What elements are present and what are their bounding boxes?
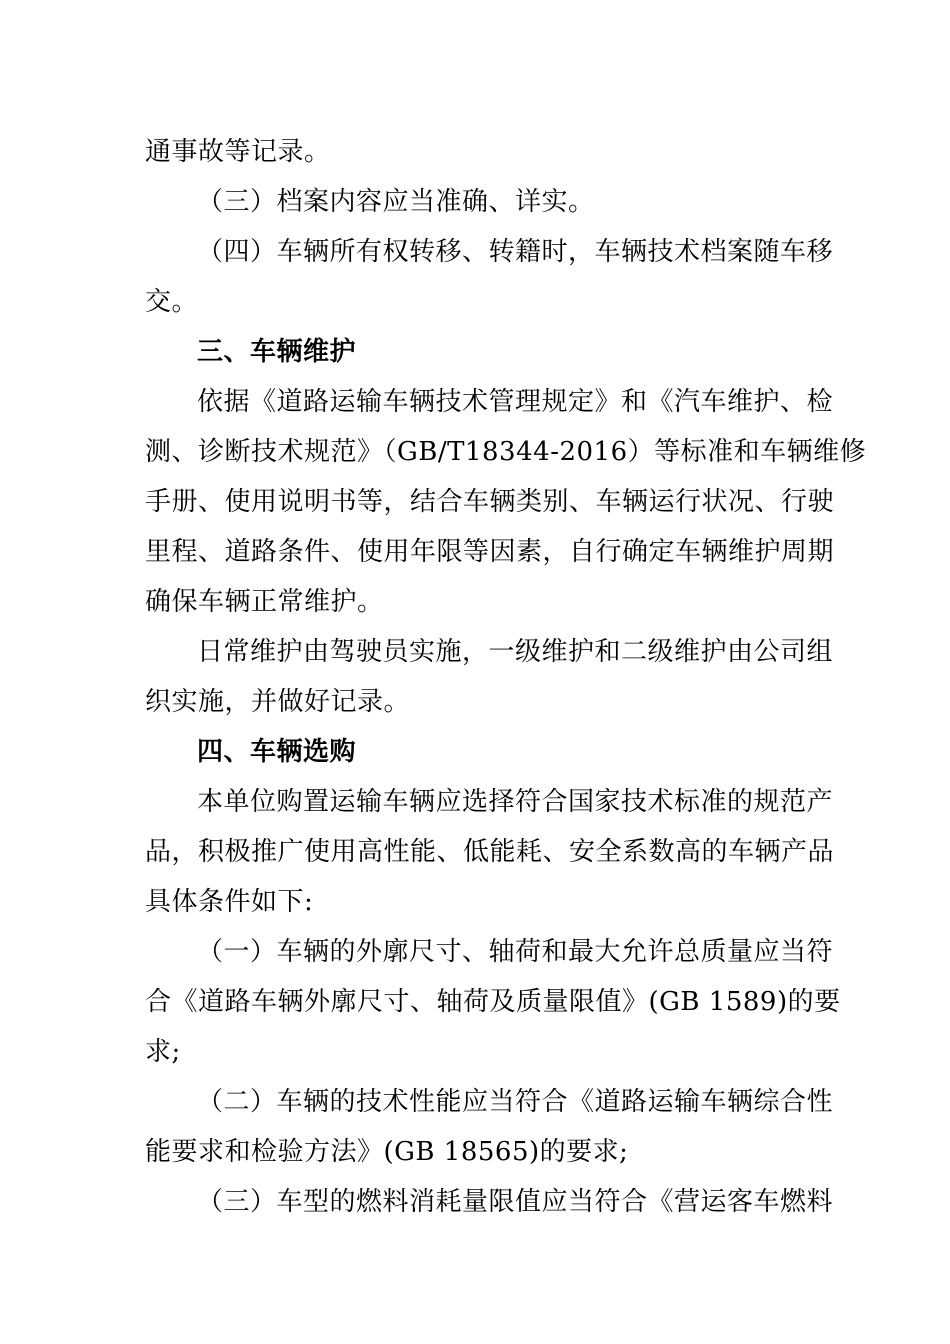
paragraph-line: 能要求和检验方法》(GB 18565)的要求; xyxy=(145,1137,629,1167)
paragraph-line: 确保车辆正常维护。 xyxy=(145,587,384,617)
paragraph-line: 织实施，并做好记录。 xyxy=(145,687,411,717)
paragraph-line: （三）档案内容应当准确、详实。 xyxy=(197,187,595,217)
section-heading-vehicle-purchase: 四、车辆选购 xyxy=(197,737,357,767)
paragraph-line: 里程、道路条件、使用年限等因素，自行确定车辆维护周期 xyxy=(145,537,835,567)
paragraph-line: 通事故等记录。 xyxy=(145,137,331,167)
paragraph-line: 本单位购置运输车辆应选择符合国家技术标准的规范产 xyxy=(197,787,834,817)
paragraph-line: 品，积极推广使用高性能、低能耗、安全系数高的车辆产品 xyxy=(145,837,835,867)
paragraph-line: 日常维护由驾驶员实施，一级维护和二级维护由公司组 xyxy=(197,637,834,667)
paragraph-line: （三）车型的燃料消耗量限值应当符合《营运客车燃料 xyxy=(197,1187,834,1217)
paragraph-line: 手册、使用说明书等，结合车辆类别、车辆运行状况、行驶 xyxy=(145,487,835,517)
paragraph-line: 求; xyxy=(145,1037,181,1067)
paragraph-line: 依据《道路运输车辆技术管理规定》和《汽车维护、检 xyxy=(197,387,834,417)
paragraph-line: 测、诊断技术规范》（GB/T18344-2016）等标准和车辆维修 xyxy=(145,437,867,467)
paragraph-line: （一）车辆的外廓尺寸、轴荷和最大允许总质量应当符 xyxy=(197,937,834,967)
paragraph-line: 交。 xyxy=(145,287,199,317)
paragraph-line: （二）车辆的技术性能应当符合《道路运输车辆综合性 xyxy=(197,1087,834,1117)
paragraph-line: （四）车辆所有权转移、转籍时，车辆技术档案随车移 xyxy=(197,237,834,267)
paragraph-line: 合《道路车辆外廓尺寸、轴荷及质量限值》(GB 1589)的要 xyxy=(145,987,841,1017)
section-heading-vehicle-maintenance: 三、车辆维护 xyxy=(197,337,357,367)
paragraph-line: 具体条件如下: xyxy=(145,887,314,917)
